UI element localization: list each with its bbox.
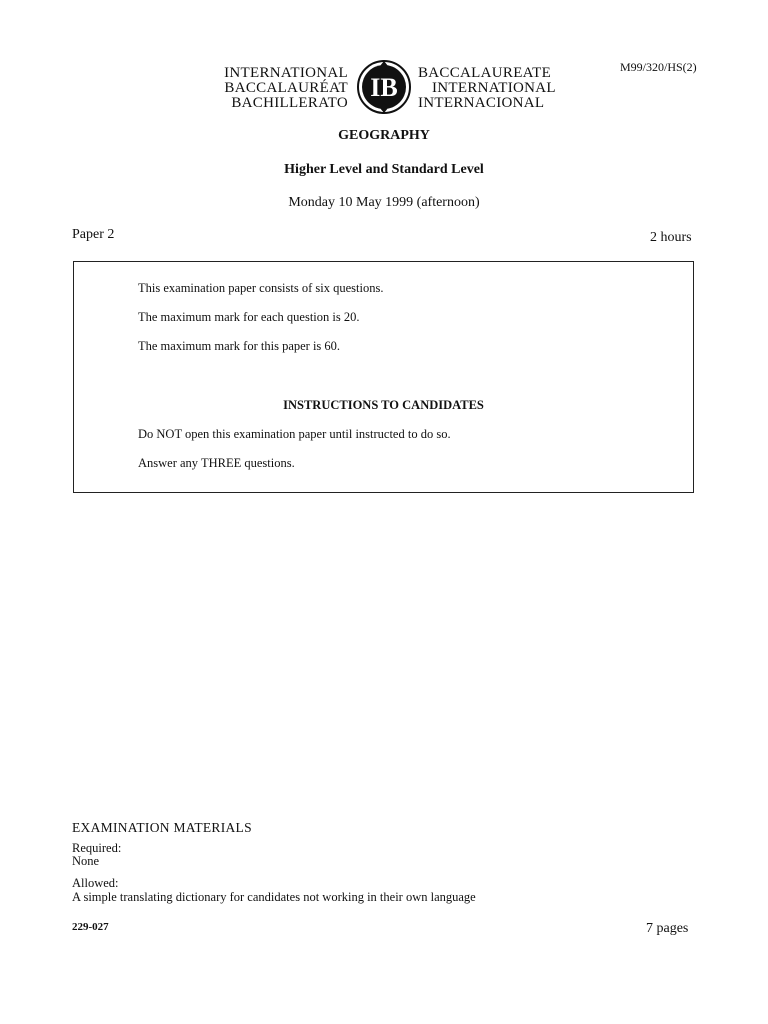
page-count: 7 pages — [646, 921, 689, 936]
org-right-line-3: INTERNACIONAL — [418, 95, 545, 111]
org-name-left — [190, 66, 348, 111]
instructions-box — [73, 261, 694, 493]
materials-required-label: Required: — [72, 841, 122, 855]
instructions-heading: INSTRUCTIONS TO CANDIDATES — [283, 398, 484, 412]
paper-number: Paper 2 — [72, 227, 115, 242]
box-line-max-question: The maximum mark for each question is 20. — [138, 310, 360, 324]
instruction-answer-three: Answer any THREE questions. — [138, 456, 295, 470]
org-left-line-2: BACCALAURÉAT — [224, 80, 348, 96]
materials-required-value: None — [72, 854, 100, 868]
org-left-line-1: INTERNATIONAL — [224, 65, 348, 81]
instruction-do-not-open: Do NOT open this examination paper until instructed to do so. — [138, 427, 451, 441]
box-line-questions: This examination paper consists of six questions. — [138, 281, 384, 295]
footer-code: 229-027 — [72, 921, 109, 933]
materials-title: EXAMINATION MATERIALS — [72, 820, 252, 835]
box-line-max-paper: The maximum mark for this paper is 60. — [138, 339, 341, 353]
exam-level: Higher Level and Standard Level — [284, 162, 484, 177]
org-name-right — [418, 66, 588, 111]
org-left-line-3: BACHILLERATO — [231, 95, 348, 111]
ib-logo — [355, 58, 413, 116]
exam-subject: GEOGRAPHY — [338, 128, 430, 143]
materials-allowed-value: A simple translating dictionary for candidates not working in their own language — [72, 890, 476, 904]
org-right-line-1: BACCALAUREATE — [418, 65, 552, 81]
materials-allowed-label: Allowed: — [72, 876, 119, 890]
exam-date: Monday 10 May 1999 (afternoon) — [288, 195, 480, 210]
org-right-line-2: INTERNATIONAL — [432, 80, 556, 96]
paper-code: M99/320/HS(2) — [620, 60, 697, 74]
exam-duration: 2 hours — [650, 230, 692, 245]
ib-logo-text: IB — [370, 73, 398, 102]
